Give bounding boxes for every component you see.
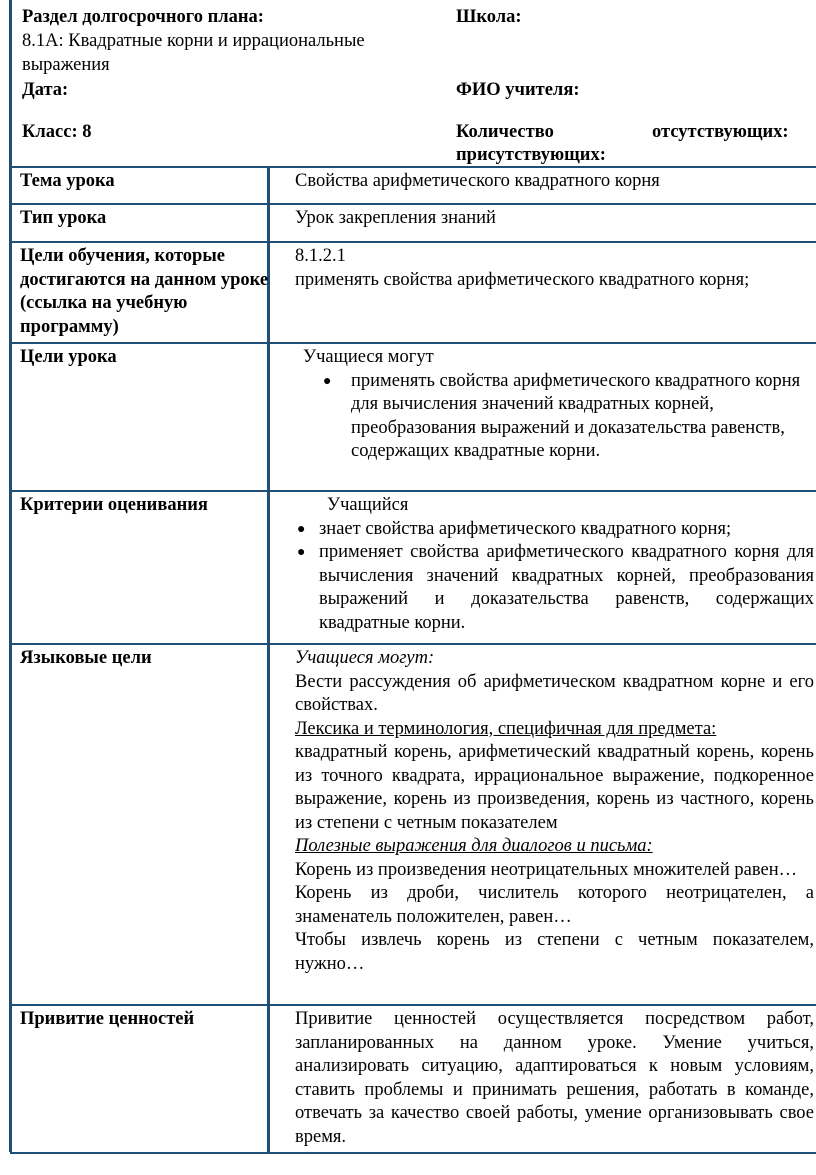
bullet-icon: ● [297,545,306,560]
section-label: Раздел долгосрочного плана: [22,7,264,27]
phrases-heading: Полезные выражения для диалогов и письма: [295,836,653,856]
criteria-list [295,518,814,636]
criteria-cell [281,491,816,644]
type-value: Урок закрепления знаний [281,204,816,242]
vocab-text: квадратный корень, арифметический квадратный корень, корень из точного квадрата, иррациональное выражение, подкоренное выражение, корень из произведения, корень из частного, корень из степени с четным показателем [295,742,814,833]
list-item-text: применять свойства арифметического квадратного корня для вычисления значений квадратных корней, преобразования выражений и доказательства равенств, содержащих квадратные корни. [351,370,801,461]
lesson-goals-intro: Учащиеся могут [303,347,434,367]
lesson-goals-list [295,370,814,464]
list-item [295,370,806,464]
table-row [10,491,816,644]
section-value: 8.1А: Квадратные корни и иррациональные выражения [22,31,365,75]
type-label: Тип урока [10,204,281,242]
values-label: Привитие ценностей [10,1005,281,1153]
vocab-heading: Лексика и терминология, специфичная для предмета: [295,718,717,739]
teacher-label: ФИО учителя: [456,80,580,100]
topic-label: Тема урока [10,167,281,204]
language-label: Языковые цели [10,644,281,1005]
table-row [10,167,816,204]
table-row [10,644,816,1005]
criteria-intro: Учащийся [327,495,409,515]
language-cell [281,644,816,1005]
topic-value: Свойства арифметического квадратного корня [281,167,816,204]
table-row [10,343,816,491]
language-text: Вести рассуждения об арифметическом квадратном корне и его свойствах. [295,671,814,715]
count-label-3: присутствующих: [456,145,606,165]
lesson-goals-label: Цели урока [10,343,281,491]
bullet-icon: ● [297,521,306,537]
count-label-2: отсутствующих: [652,122,789,142]
list-item-text: знает свойства арифметического квадратного корня; [319,518,732,539]
objectives-cell [281,242,816,343]
date-label: Дата: [22,80,69,100]
list-item [295,518,814,542]
list-item [295,541,814,635]
objectives-code: 8.1.2.1 [295,246,346,266]
phrase-1: Корень из произведения неотрицательных множителей равен… [295,859,798,880]
count-label-1: Количество [456,122,554,142]
list-item-text: применяет свойства арифметического квадратного корня для вычисления значений квадратных корней, преобразования выражений и доказательства равенств, содержащих квадратные корни. [319,542,814,633]
values-value: Привитие ценностей осуществляется посредством работ, запланированных на данном уроке. Умение учиться, анализировать ситуацию, адаптироваться к новым условиям, ставить проблемы и принимать решения, работать в команде, отвечать за качество своей работы, умение организовывать свое время. [281,1005,816,1153]
criteria-label: Критерии оценивания [10,491,281,644]
table-row [10,204,816,242]
bullet-icon: ● [323,373,332,389]
lesson-goals-cell [281,343,816,491]
objectives-value: применять свойства арифметического квадратного корня; [295,269,750,290]
class-label: Класс: 8 [22,122,92,142]
table-row [10,242,816,343]
phrase-3: Чтобы извлечь корень из степени с четным показателем, нужно… [295,930,814,974]
phrase-2: Корень из дроби, числитель которого неотрицателен, а знаменатель положителен, равен… [295,883,814,927]
lesson-plan-table [10,166,816,1154]
objectives-label: Цели обучения, которые достигаются на данном уроке (ссылка на учебную программу) [10,242,281,343]
language-intro: Учащиеся могут: [295,648,435,668]
school-label: Школа: [456,7,522,27]
table-row [10,1005,816,1153]
